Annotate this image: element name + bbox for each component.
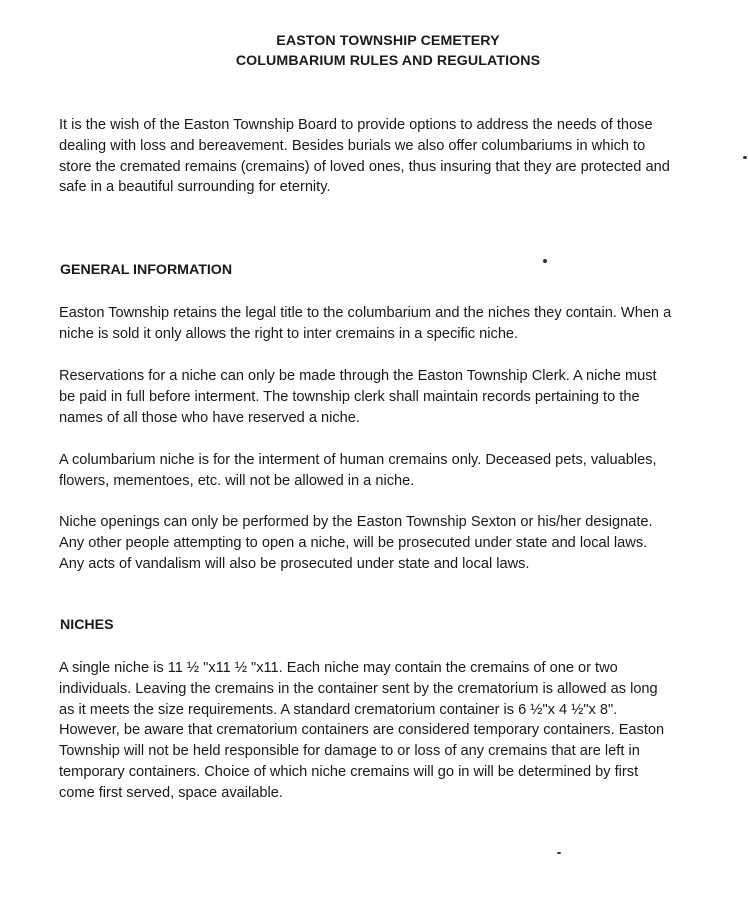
text-line: However, be aware that crematorium containers are considered temporary containers. Easton — [59, 722, 665, 739]
text-line: Any acts of vandalism will also be prosecuted under state and local laws. — [59, 555, 530, 572]
text-line: Reservations for a niche can only be made through the Easton Township Clerk. A niche must — [59, 368, 657, 384]
text-line: safe in a beautiful surrounding for eternity. — [59, 179, 331, 196]
scan-speck — [743, 156, 747, 159]
text-line: dealing with loss and bereavement. Besides burials we also offer columbariums in which to — [59, 137, 646, 154]
text-line: niche is sold it only allows the right to inter cremains in a specific niche. — [59, 325, 519, 342]
text-line: temporary containers. Choice of which niche cremains will go in will be determined by first — [59, 763, 639, 780]
text-line: Niche openings can only be performed by the Easton Township Sexton or his/her designate. — [59, 514, 653, 530]
text-line: store the cremated remains (cremains) of loved ones, thus insuring that they are protected and — [59, 158, 670, 175]
text-line: as it meets the size requirements. A standard crematorium container is 6 ½"x 4 ½"x 8". — [59, 701, 618, 718]
niches-heading: NICHES — [60, 617, 114, 633]
text-line: A single niche is 11 ½ "x11 ½ "x11. Each niche may contain the cremains of one or two — [59, 660, 618, 676]
text-line: be paid in full before interment. The township clerk shall maintain records pertaining to the — [59, 388, 640, 405]
scan-speck — [543, 259, 547, 263]
text-line: Any other people attempting to open a niche, will be prosecuted under state and local laws. — [59, 534, 648, 551]
document-title: EASTON TOWNSHIP CEMETERY — [276, 33, 500, 49]
text-line: A columbarium niche is for the interment of human cremains only. Deceased pets, valuables, — [59, 452, 657, 468]
legal-title-paragraph — [59, 303, 671, 345]
niches-paragraph — [59, 658, 664, 804]
scan-speck — [557, 852, 561, 854]
general-information-heading: GENERAL INFORMATION — [60, 262, 233, 278]
text-line: individuals. Leaving the cremains in the container sent by the crematorium is allowed as long — [59, 680, 658, 697]
text-line: Township will not be held responsible for damage to or loss of any cremains that are left in — [59, 743, 640, 760]
intro-paragraph — [59, 115, 670, 198]
text-line: Easton Township retains the legal title to the columbarium and the niches they contain. When a — [59, 305, 672, 321]
niche-openings-paragraph — [59, 512, 653, 574]
document-subtitle: COLUMBARIUM RULES AND REGULATIONS — [235, 53, 541, 69]
text-line: names of all those who have reserved a niche. — [59, 409, 360, 426]
reservations-paragraph — [59, 366, 657, 428]
text-line: It is the wish of the Easton Township Board to provide options to address the needs of those — [59, 117, 653, 133]
interment-paragraph — [59, 450, 657, 492]
text-line: come first served, space available. — [59, 784, 283, 801]
text-line: flowers, mementoes, etc. will not be allowed in a niche. — [59, 472, 415, 489]
